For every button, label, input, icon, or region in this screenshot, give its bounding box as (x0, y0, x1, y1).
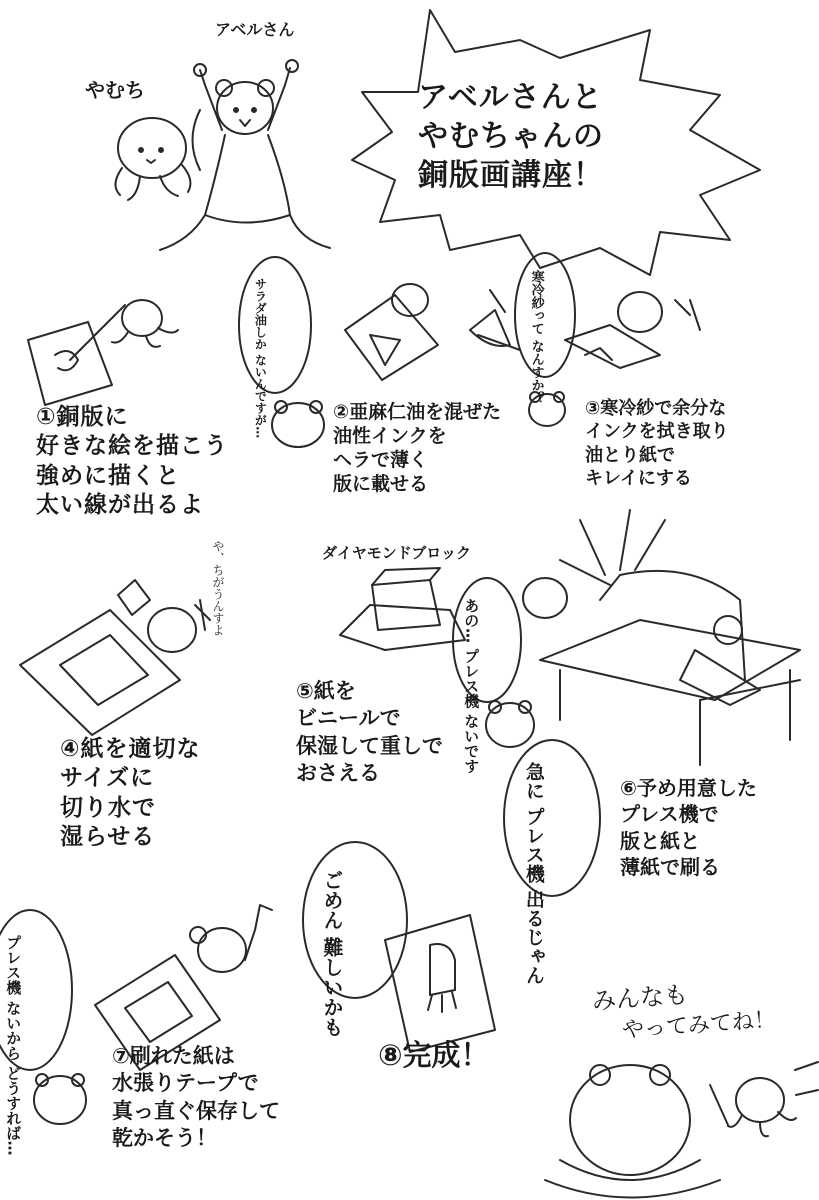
title-line-2: やむちゃんの (418, 119, 604, 154)
step-4-line-2: サイズに (60, 765, 155, 792)
step-3-line-4: キレイにする (585, 468, 692, 490)
bubble-kanreisha-line-1: 寒冷紗って (528, 270, 544, 335)
step-1-text (36, 403, 228, 521)
step-7-line-1: ⑦刷れた紙は (112, 1044, 235, 1068)
bubble-sorry-text (320, 870, 343, 1037)
step-5-line-2: ビニールで (296, 706, 401, 731)
step-5-text (296, 678, 443, 787)
step-7-line-3: 真っ直ぐ保存して (112, 1098, 280, 1123)
bubble-no-press-text (462, 598, 479, 773)
bubble-no-press-what-line-1: プレス機 (4, 935, 23, 995)
step1-drawing (28, 300, 178, 405)
step-2-line-1: ②亜麻仁油を混ぜた (333, 401, 502, 423)
bubble-kanreisha-line-2: なんすか？ (528, 339, 544, 405)
step-6-line-2: プレス機で (620, 802, 719, 827)
step-7-text (112, 1043, 280, 1152)
step-2-line-4: 版に載せる (333, 473, 429, 496)
ending-bear-and-octopus (545, 1062, 818, 1198)
title-line-3: 銅版画講座！ (418, 158, 604, 193)
bubble-sudden-press-line-3: 出るじゃん (522, 889, 545, 985)
step-7-line-4: 乾かそう！ (112, 1125, 217, 1150)
step-4-line-1: ④紙を適切な (60, 736, 201, 762)
step-4-text (60, 735, 200, 853)
step-1-line-4: 太い線が出るよ (36, 492, 204, 519)
step-5-line-4: おさえる (296, 760, 380, 785)
step-2-line-2: 油性インクを (333, 425, 447, 448)
step-4-line-4: 湿らせる (60, 824, 156, 851)
step2-drawing (345, 284, 520, 380)
step-2-line-3: ヘラで薄く (333, 449, 429, 472)
step-6-line-1: ⑥予め用意した (620, 776, 757, 800)
step3-drawing (565, 292, 700, 368)
step6-printing-press (523, 510, 800, 765)
step4-drawing (20, 580, 210, 735)
bubble-salad-oil (239, 257, 311, 393)
step-6-line-4: 薄紙で刷る (620, 855, 720, 880)
step-3-line-1: ③寒冷紗で余分な (585, 398, 727, 419)
step-7-line-2: 水張りテープで (112, 1071, 259, 1096)
step-4-line-3: 切り水で (60, 794, 156, 821)
everyone-try-line-1: みんなも (591, 980, 689, 1016)
step-5-line-1: ⑤紙を (296, 679, 356, 703)
bear-head-step5 (486, 701, 534, 747)
yamuchi-octopus (115, 118, 190, 200)
aside-not-like-that: や、ちがうんすよ (211, 540, 225, 636)
step-3-line-2: インクを拭き取り (585, 421, 729, 443)
bubble-sudden-press-line-2: プレス機 (522, 806, 545, 883)
page-title (418, 78, 604, 195)
bubble-sorry-line-2: 難しいかも (320, 936, 344, 1037)
step-1-line-2: 好きな絵を描こう (36, 433, 228, 460)
step-6-line-3: 版と紙と (620, 828, 700, 853)
bubble-no-press-what-line-3: どうすれば… (4, 1065, 23, 1156)
bubble-no-press-line-1: あの… (462, 598, 481, 643)
step-8-done-text: ⑧完成！ (378, 1038, 490, 1072)
bubble-salad-oil-line-1: サラダ油しか (253, 278, 268, 350)
diamond-block-label: ダイヤモンドブロック (322, 544, 471, 562)
bubble-kanreisha (515, 253, 575, 377)
bubble-kanreisha-text (528, 270, 544, 405)
bubble-sudden-press-text (522, 762, 544, 984)
bubble-sudden-press-line-1: 急に (522, 762, 545, 800)
step-3-text (585, 397, 729, 491)
bubble-no-press-line-3: ないです (462, 713, 481, 774)
step-5-line-3: 保湿して重しで (296, 733, 443, 758)
step-2-text (333, 400, 501, 497)
bear-head-step7 (34, 1074, 86, 1124)
step-3-line-3: 油とり紙で (585, 444, 675, 466)
everyone-try-line-2: やってみてね！ (621, 1007, 777, 1044)
character-name-abel: アベルさん (215, 20, 295, 39)
step-1-line-3: 強めに描くと (36, 462, 180, 489)
step5-diamond-block (340, 568, 465, 650)
step-1-line-1: ①銅版に (36, 404, 129, 430)
step-6-text (620, 775, 757, 881)
bear-head-step2 (272, 401, 324, 447)
title-line-1: アベルさんと (418, 80, 603, 115)
bubble-sorry-line-1: ごめん (320, 870, 344, 930)
bubble-sudden-press (504, 740, 600, 896)
bubble-no-press-what-text (4, 935, 21, 1155)
bubble-salad-oil-line-2: ないんですが… (253, 354, 268, 439)
bubble-sorry (303, 842, 407, 998)
character-name-yamuchi: やむち (85, 78, 145, 102)
bubble-no-press-line-2: プレス機 (462, 648, 481, 709)
bubble-no-press-what-line-2: ないから (4, 1000, 23, 1061)
bubble-salad-oil-text (253, 278, 267, 438)
step8-finished-print (385, 915, 495, 1052)
